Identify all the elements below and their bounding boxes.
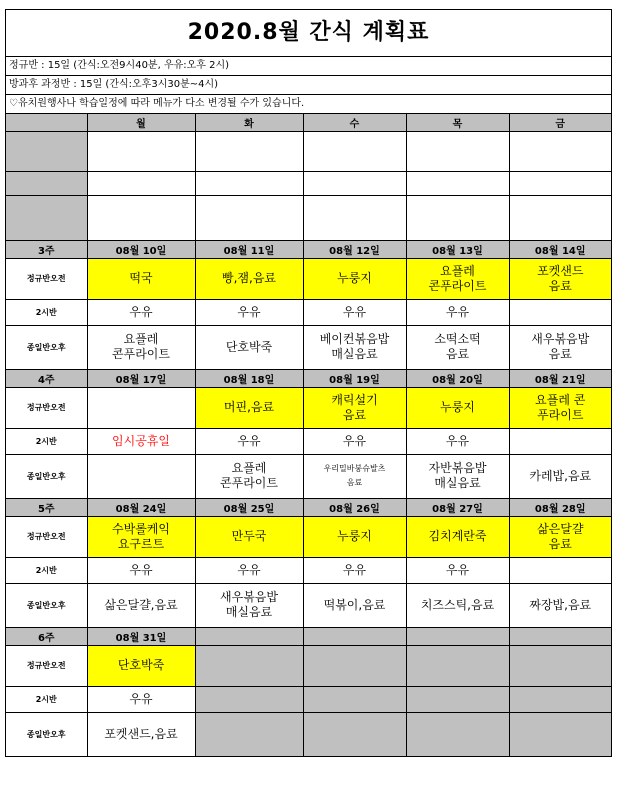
afternoon-row — [6, 712, 611, 756]
milk-cell — [509, 428, 611, 454]
week-row-4 — [6, 369, 611, 387]
info-line-notice: ♡유치원행사나 학습일정에 따라 메뉴가 다소 변경될 수가 있습니다. — [6, 95, 611, 114]
menu-cell: 새우볶음밥 음료 — [509, 325, 611, 369]
day-header-mon: 월 — [87, 114, 195, 131]
snack-plan-sheet — [5, 9, 612, 757]
menu-cell: 수박롤케익 요구르트 — [87, 516, 195, 557]
row-label-milk: 2시반 — [6, 299, 87, 325]
menu-cell: 포켓샌드,음료 — [87, 712, 195, 756]
milk-cell: 우유 — [303, 299, 406, 325]
morning-row — [6, 387, 611, 428]
date-cell: 08월 12일 — [303, 240, 406, 258]
afternoon-row — [6, 325, 611, 369]
menu-cell: 카레밥,음료 — [509, 454, 611, 498]
menu-cell: 누룽지 — [406, 387, 509, 428]
info-line-afterschool: 방과후 과정반 : 15일 (간식:오후3시30분~4시) — [6, 76, 611, 95]
menu-cell: 요플레 콘푸라이트 — [406, 258, 509, 299]
row-label-milk: 2시반 — [6, 557, 87, 583]
row-label-afternoon: 종일반오후 — [6, 325, 87, 369]
afternoon-row — [6, 583, 611, 627]
date-cell: 08월 24일 — [87, 498, 195, 516]
date-cell: 08월 26일 — [303, 498, 406, 516]
menu-cell: 짜장밥,음료 — [509, 583, 611, 627]
date-cell: 08월 11일 — [195, 240, 303, 258]
menu-cell: 새우볶음밥 매실음료 — [195, 583, 303, 627]
milk-cell: 우유 — [406, 299, 509, 325]
row-label-afternoon: 종일반오후 — [6, 454, 87, 498]
date-cell: 08월 13일 — [406, 240, 509, 258]
menu-cell: 누룽지 — [303, 516, 406, 557]
row-label-afternoon: 종일반오후 — [6, 712, 87, 756]
menu-cell: 요플레 콘푸라이트 — [87, 325, 195, 369]
day-header-thu: 목 — [406, 114, 509, 131]
snack-table — [6, 114, 611, 756]
menu-cell: 머핀,음료 — [195, 387, 303, 428]
day-header-tue: 화 — [195, 114, 303, 131]
menu-cell: 김치계란죽 — [406, 516, 509, 557]
header-corner — [6, 114, 87, 131]
milk-cell: 우유 — [87, 686, 195, 712]
menu-cell: 단호박죽 — [87, 645, 195, 686]
milk-row — [6, 428, 611, 454]
menu-cell: 삶은달걀 음료 — [509, 516, 611, 557]
milk-cell — [509, 557, 611, 583]
milk-cell: 우유 — [406, 428, 509, 454]
menu-cell: 요플레 콘푸라이트 — [195, 454, 303, 498]
milk-cell: 우유 — [406, 557, 509, 583]
date-cell: 08월 20일 — [406, 369, 509, 387]
milk-cell: 우유 — [195, 557, 303, 583]
menu-cell: 누룽지 — [303, 258, 406, 299]
blank-row — [6, 171, 611, 195]
menu-cell: 치즈스틱,음료 — [406, 583, 509, 627]
week-row-5 — [6, 498, 611, 516]
row-label-milk: 2시반 — [6, 428, 87, 454]
menu-cell: 캐릭설기 음료 — [303, 387, 406, 428]
week-label: 5주 — [6, 498, 87, 516]
menu-cell: 우리밀바붕슈발츠 음료 — [303, 454, 406, 498]
info-line-regular: 정규반 : 15일 (간식:오전9시40분, 우유:오후 2시) — [6, 57, 611, 76]
morning-row — [6, 258, 611, 299]
week-label: 4주 — [6, 369, 87, 387]
blank-row — [6, 131, 611, 171]
week-row-6 — [6, 627, 611, 645]
row-label-morning: 정규반오전 — [6, 258, 87, 299]
sheet-title: 2020.8월 간식 계획표 — [6, 10, 611, 57]
date-cell: 08월 10일 — [87, 240, 195, 258]
empty-date-cell — [509, 627, 611, 645]
date-cell: 08월 19일 — [303, 369, 406, 387]
menu-cell — [87, 387, 195, 428]
milk-cell: 우유 — [195, 428, 303, 454]
date-cell: 08월 17일 — [87, 369, 195, 387]
day-header-row — [6, 114, 611, 131]
date-cell: 08월 18일 — [195, 369, 303, 387]
empty-date-cell — [303, 627, 406, 645]
menu-cell: 빵,잼,음료 — [195, 258, 303, 299]
empty-date-cell — [406, 627, 509, 645]
date-cell: 08월 14일 — [509, 240, 611, 258]
menu-cell: 단호박죽 — [195, 325, 303, 369]
date-cell: 08월 25일 — [195, 498, 303, 516]
row-label-morning: 정규반오전 — [6, 516, 87, 557]
blank-row — [6, 195, 611, 240]
morning-row — [6, 645, 611, 686]
milk-cell: 우유 — [87, 299, 195, 325]
menu-cell — [87, 454, 195, 498]
week-label: 6주 — [6, 627, 87, 645]
holiday-cell: 임시공휴일 — [87, 428, 195, 454]
menu-cell: 요플레 콘 푸라이트 — [509, 387, 611, 428]
row-label-milk: 2시반 — [6, 686, 87, 712]
date-cell: 08월 21일 — [509, 369, 611, 387]
milk-cell: 우유 — [303, 557, 406, 583]
menu-cell: 자반볶음밥 매실음료 — [406, 454, 509, 498]
milk-cell: 우유 — [303, 428, 406, 454]
row-label-morning: 정규반오전 — [6, 387, 87, 428]
menu-cell: 소떡소떡 음료 — [406, 325, 509, 369]
row-label-morning: 정규반오전 — [6, 645, 87, 686]
menu-cell: 베이컨볶음밥 매실음료 — [303, 325, 406, 369]
empty-date-cell — [195, 627, 303, 645]
milk-cell — [509, 299, 611, 325]
date-cell: 08월 28일 — [509, 498, 611, 516]
week-row-3 — [6, 240, 611, 258]
morning-row — [6, 516, 611, 557]
date-cell: 08월 27일 — [406, 498, 509, 516]
menu-cell: 떡국 — [87, 258, 195, 299]
afternoon-row — [6, 454, 611, 498]
menu-cell: 포켓샌드 음료 — [509, 258, 611, 299]
date-cell: 08월 31일 — [87, 627, 195, 645]
day-header-wed: 수 — [303, 114, 406, 131]
milk-cell: 우유 — [87, 557, 195, 583]
milk-row — [6, 557, 611, 583]
milk-cell: 우유 — [195, 299, 303, 325]
week-label: 3주 — [6, 240, 87, 258]
menu-cell: 떡볶이,음료 — [303, 583, 406, 627]
day-header-fri: 금 — [509, 114, 611, 131]
menu-cell: 삶은달걀,음료 — [87, 583, 195, 627]
menu-cell: 만두국 — [195, 516, 303, 557]
row-label-afternoon: 종일반오후 — [6, 583, 87, 627]
milk-row — [6, 686, 611, 712]
milk-row — [6, 299, 611, 325]
